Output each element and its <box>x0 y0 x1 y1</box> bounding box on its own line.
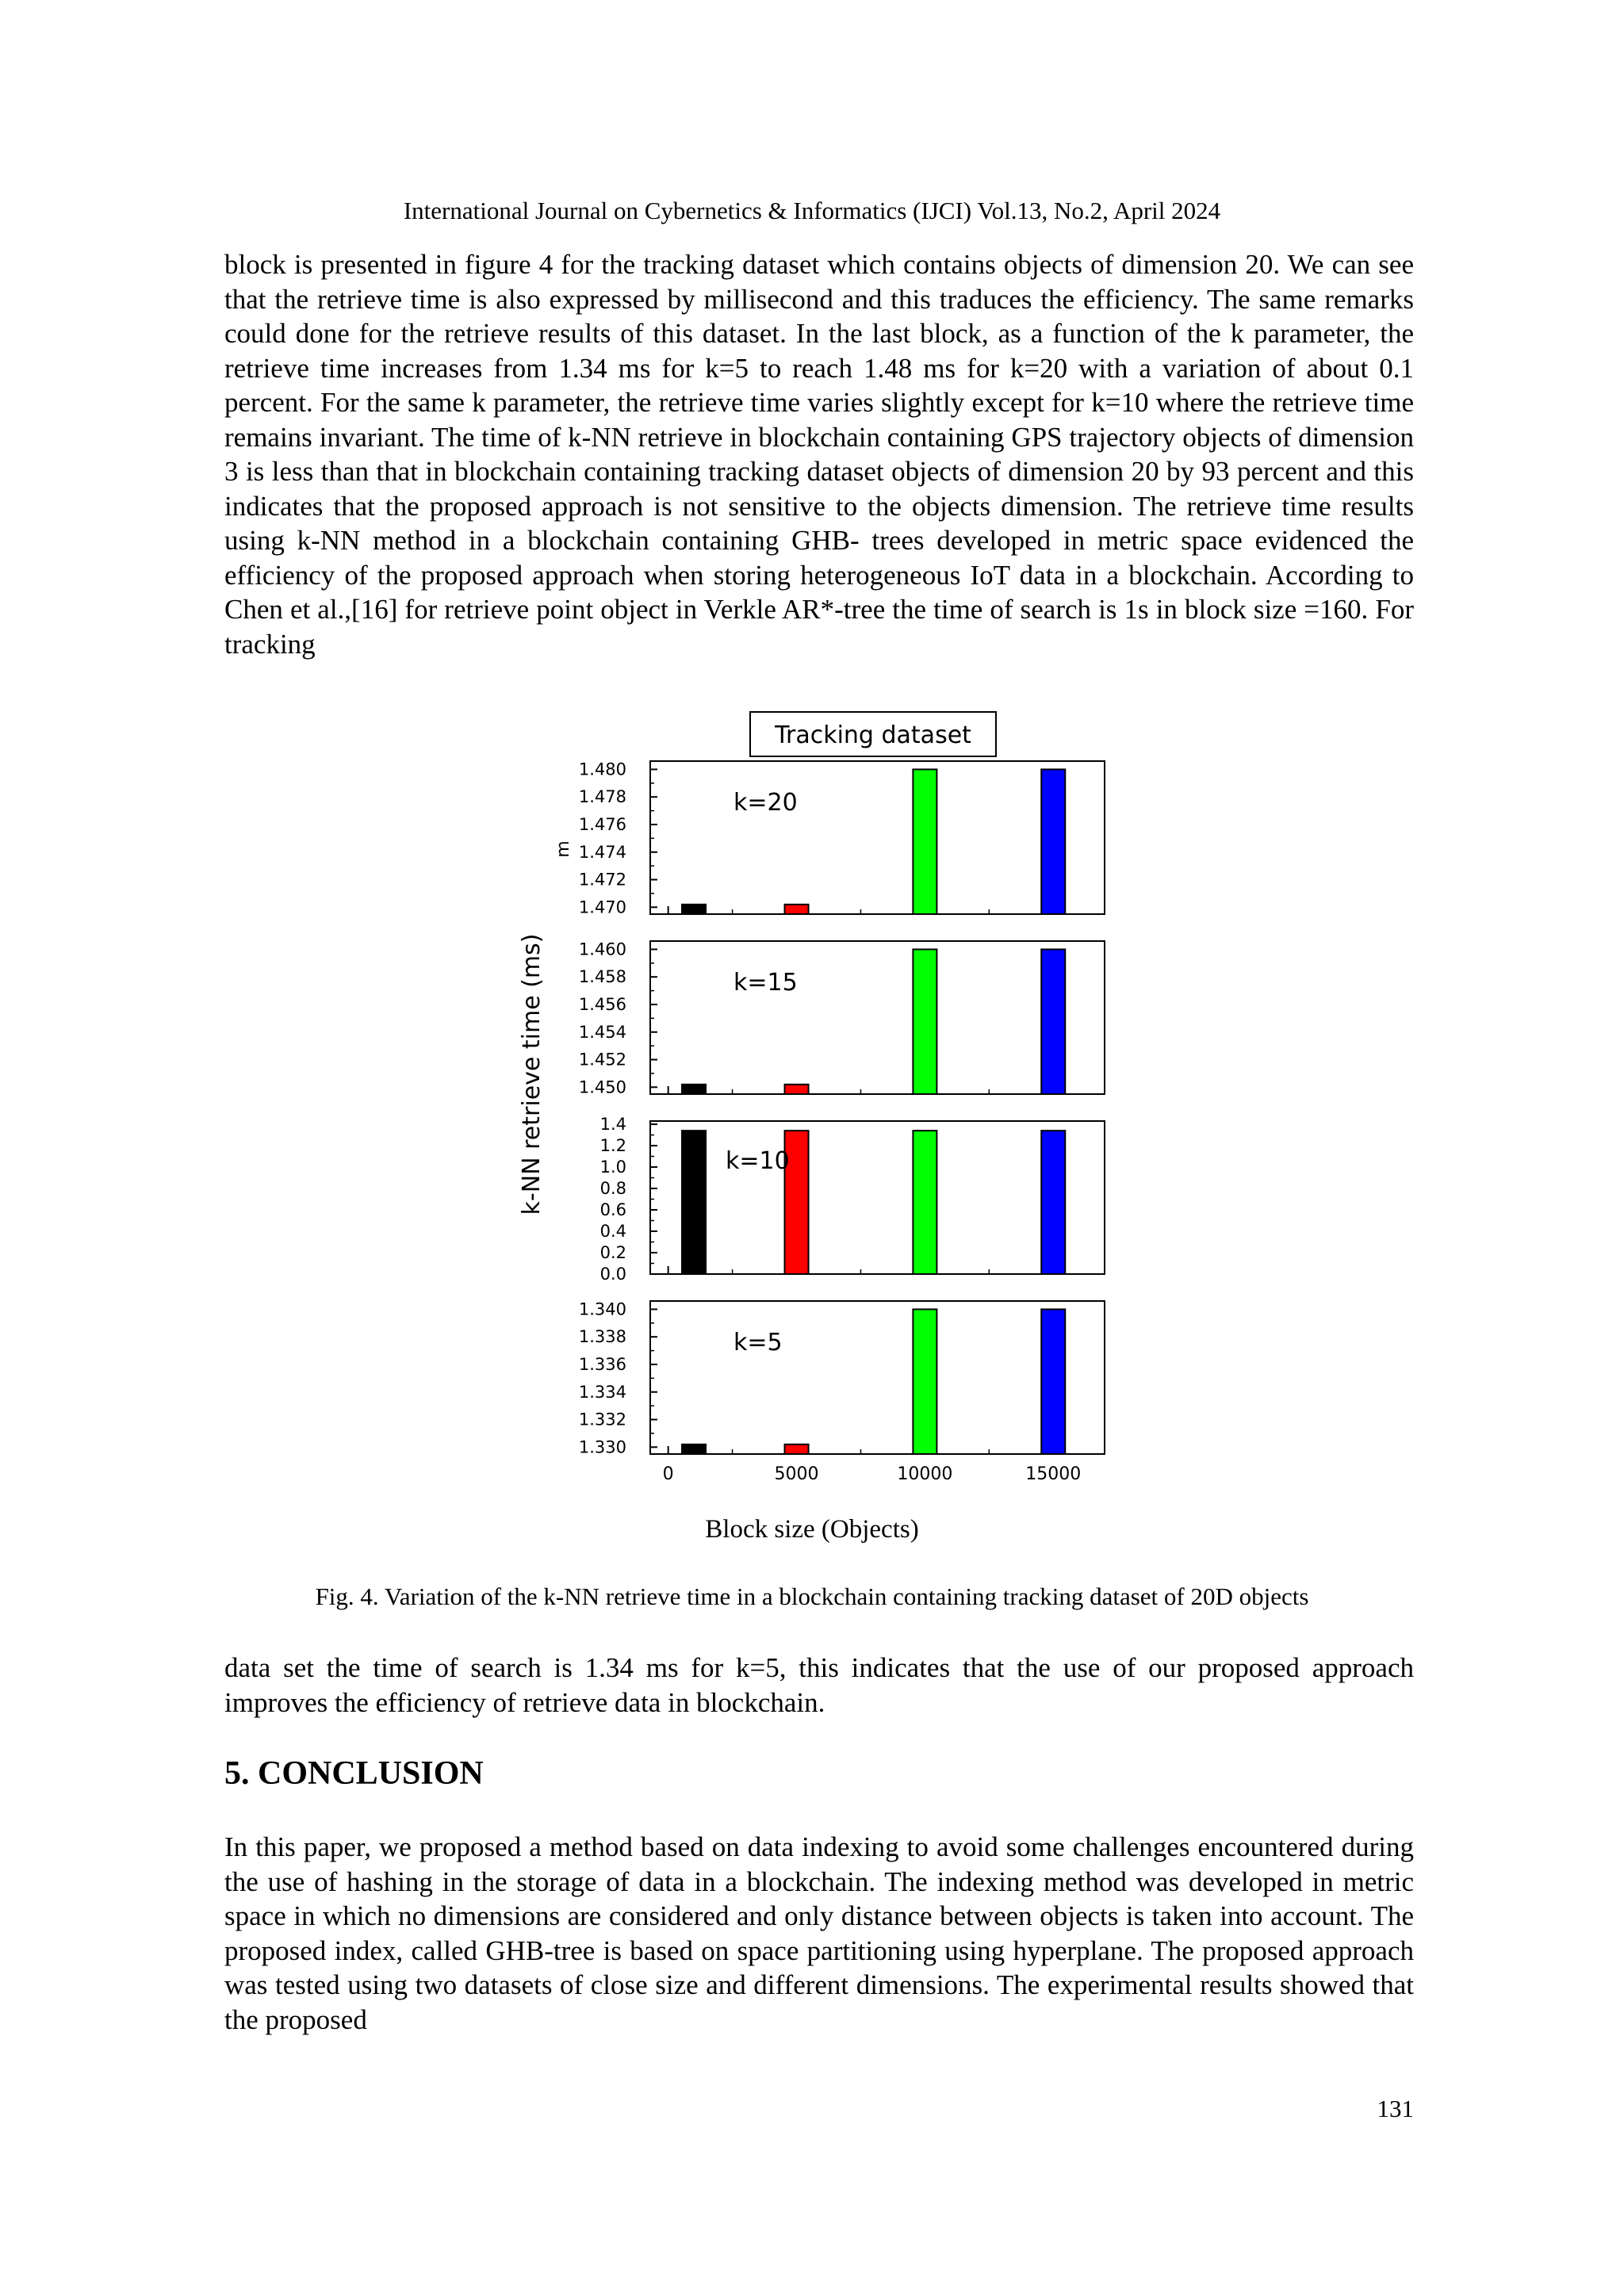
panel-frame <box>650 1121 1105 1274</box>
y-tick-label: 1.460 <box>578 939 626 959</box>
y-tick-label: 1.454 <box>578 1022 626 1042</box>
section-number: 5. <box>224 1755 250 1792</box>
x-tick-label: 0 <box>662 1464 674 1484</box>
body-paragraph-1: block is presented in figure 4 for the tracking dataset which contains objects of dimension 20. We can see that the retrieve time is also expressed by millisecond and this traduces the efficiency. The same remarks could done for the retrieve results of this dataset. In the last block, as a function of the k parameter, the retrieve time increases from 1.34 ms for k=5 to reach 1.48 ms for k=20 with a variation of about 0.1 percent. For the same k parameter, the retrieve time varies slightly except for k=10 where the retrieve time remains invariant. The time of k-NN retrieve in blockchain containing GPS trajectory objects of dimension 3 is less than that in blockchain containing tracking dataset objects of dimension 20 by 93 percent and this indicates that the proposed approach is not sensitive to the objects dimension. The retrieve time results using k-NN method in a blockchain containing GHB- trees developed in metric space evidenced the efficiency of the proposed approach when storing heterogeneous IoT data in a blockchain. According to Chen et al.,[16] for retrieve point object in Verkle AR*-tree the time of search is 1s in block size =160. For tracking <box>224 249 1414 660</box>
y-tick-label: 0.8 <box>599 1179 626 1199</box>
y-tick-label: 1.480 <box>578 760 626 779</box>
y-tick-label: 0.2 <box>599 1243 626 1263</box>
y-tick-label: 0.0 <box>599 1265 626 1284</box>
y-tick-label: 1.456 <box>578 994 626 1014</box>
panel-frame <box>650 761 1105 914</box>
y-tick-label: 1.338 <box>578 1327 626 1347</box>
x-tick-label: 5000 <box>774 1464 819 1484</box>
bar <box>682 1085 706 1094</box>
page-number: 131 <box>1377 2095 1414 2122</box>
body-paragraph-3: In this paper, we proposed a method based on data indexing to avoid some challenges encountered during the use of hashing in the storage of data in a blockchain. The indexing method was developed in metric space in which no dimensions are considered and only distance between objects is taken into account. The proposed index, called GHB-tree is based on space partitioning using hyperplane. The proposed approach was tested using two datasets of close size and different dimensions. The experimental results showed that the proposed <box>224 1831 1414 2035</box>
section-title: CONCLUSION <box>258 1755 484 1792</box>
y-tick-label: 1.474 <box>578 842 626 862</box>
bar <box>785 1085 809 1094</box>
y-tick-label: 1.458 <box>578 967 626 987</box>
figure-4-chart <box>508 698 1142 1506</box>
y-tick-label: 1.478 <box>578 787 626 807</box>
y-tick-label: 1.340 <box>578 1299 626 1319</box>
y-tick-label: 1.2 <box>599 1136 626 1156</box>
panel-k-label: k=10 <box>726 1147 790 1175</box>
chart-title: Tracking dataset <box>775 721 971 749</box>
y-tick-label: 1.336 <box>578 1354 626 1374</box>
section-heading <box>224 1755 484 1793</box>
y-tick-label: 1.476 <box>578 814 626 834</box>
y-tick-label: 1.450 <box>578 1077 626 1097</box>
panel-k-label: k=15 <box>733 969 798 997</box>
chart-ylabel-fragment: m <box>553 840 573 858</box>
y-tick-label: 1.452 <box>578 1050 626 1070</box>
bar <box>682 1445 706 1454</box>
y-tick-label: 1.332 <box>578 1410 626 1429</box>
bar <box>913 1131 936 1274</box>
bar <box>913 949 936 1094</box>
y-tick-label: 0.4 <box>599 1222 626 1242</box>
bar <box>682 905 706 914</box>
panel-frame <box>650 1301 1105 1454</box>
bar <box>1041 769 1065 914</box>
chart-ylabel: k-NN retrieve time (ms) <box>518 933 546 1215</box>
bar <box>1041 1309 1065 1454</box>
x-tick-label: 15000 <box>1025 1464 1082 1484</box>
y-tick-label: 1.470 <box>578 897 626 917</box>
y-tick-label: 1.334 <box>578 1382 626 1402</box>
y-tick-label: 0.6 <box>599 1200 626 1220</box>
panel-k-label: k=20 <box>733 789 798 817</box>
bar <box>785 905 809 914</box>
y-tick-label: 1.4 <box>599 1115 626 1135</box>
y-tick-label: 1.472 <box>578 870 626 890</box>
y-tick-label: 1.0 <box>599 1158 626 1177</box>
bar <box>682 1131 706 1274</box>
y-tick-label: 1.330 <box>578 1437 626 1457</box>
x-tick-label: 10000 <box>897 1464 953 1484</box>
bar <box>1041 949 1065 1094</box>
bar <box>913 1309 936 1454</box>
figure-caption: Fig. 4. Variation of the k-NN retrieve time in a blockchain containing tracking dataset of 20D objects <box>315 1582 1309 1610</box>
journal-header: International Journal on Cybernetics & Informatics (IJCI) Vol.13, No.2, April 2024 <box>403 197 1221 224</box>
bar <box>1041 1131 1065 1274</box>
body-paragraph-2: data set the time of search is 1.34 ms for k=5, this indicates that the use of our proposed approach improves the efficiency of retrieve data in blockchain. <box>224 1652 1414 1718</box>
panel-frame <box>650 941 1105 1094</box>
panel-k-label: k=5 <box>733 1329 783 1357</box>
figure-xlabel: Block size (Objects) <box>705 1515 919 1544</box>
bar <box>913 769 936 914</box>
bar <box>785 1445 809 1454</box>
